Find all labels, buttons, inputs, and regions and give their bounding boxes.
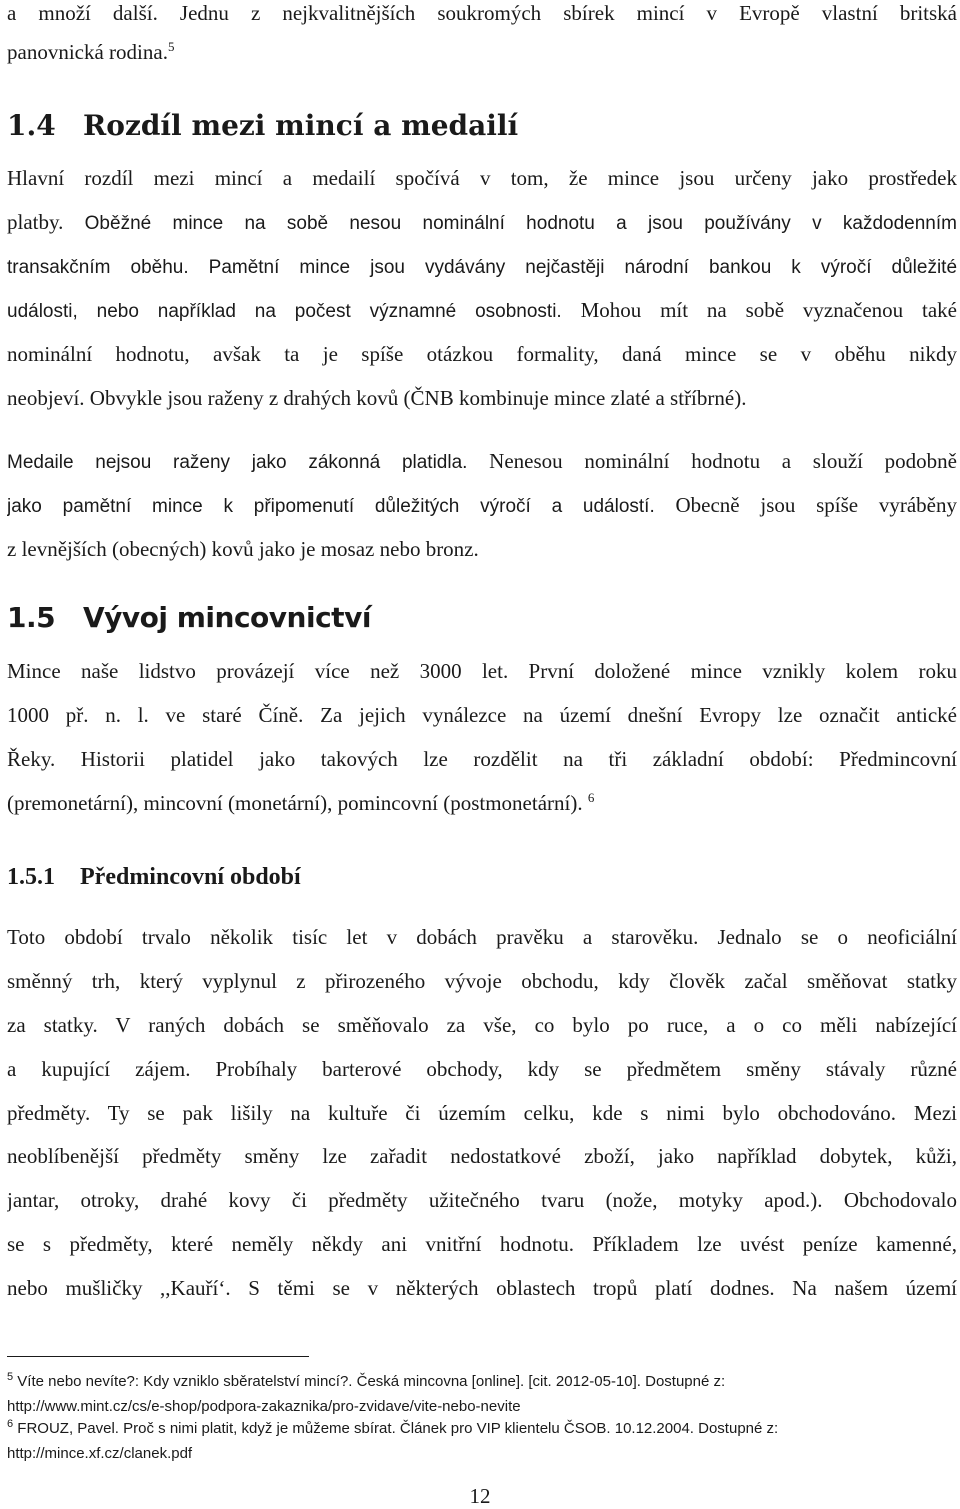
paragraph-line (7, 39, 957, 65)
footnote-text: FROUZ, Pavel. Proč s nimi platit, když je můžeme sbírat. Článek pro VIP klientelu ČSOB. 10.12.2004. Dostupné z: (17, 1420, 779, 1437)
text-sans: transakčním oběhu. (7, 257, 209, 278)
text: Toto období trvalo několik tisíc let v dobách pravěku a starověku. Jednalo se o neoficiální (7, 925, 957, 949)
text-sans: Medaile nejsou raženy jako zákonná platidla. (7, 452, 490, 473)
paragraph-line (7, 297, 957, 325)
paragraph-line (7, 1056, 957, 1082)
text-sans: události, nebo například na počest významné osobnosti. (7, 301, 581, 322)
text: Nenesou nominální hodnotu a slouží podobně (489, 449, 957, 473)
footnote-5 (7, 1372, 725, 1392)
text: panovnická rodina. (7, 40, 168, 64)
paragraph-line (7, 536, 957, 562)
footnote-text: Víte nebo nevíte?: Kdy vzniklo sběratelství mincí?. Česká mincovna [online]. [cit. 2012-05-10]. Dostupné z: (17, 1373, 726, 1390)
paragraph-line (7, 924, 957, 950)
section-heading-1-5 (7, 600, 371, 636)
paragraph-line (7, 1100, 957, 1126)
paragraph-line (7, 165, 957, 191)
text-sans: Pamětní mince jsou vydávány nejčastěji národní bankou k výročí důležité (208, 257, 957, 278)
text: platby. (7, 210, 85, 234)
footnote-url[interactable]: http://www.mint.cz/cs/e-shop/podpora-zakaznika/pro-zvidave/vite-nebo-nevite (7, 1398, 521, 1415)
paragraph-line (7, 746, 957, 772)
paragraph-line (7, 1231, 957, 1257)
text: jantar, otroky, drahé kovy či předměty užitečného tvaru (nože, motyky apod.). Obchodovalo (7, 1188, 957, 1212)
text: (premonetární), mincovní (monetární), pomincovní (postmonetární). (7, 791, 583, 815)
page-number: 12 (469, 1484, 491, 1508)
text: neoblíbenější předměty směny lze zařadit nedostatkové zboží, jako například dobytek, kůži, (7, 1144, 957, 1168)
text: Řeky. Historii platidel jako takových lze rozdělit na tři základní období: Předmincovní (7, 747, 957, 771)
paragraph-line (7, 341, 957, 367)
text: z levnějších (obecných) kovů jako je mosaz nebo bronz. (7, 537, 479, 561)
section-number: 1.5.1 (7, 864, 55, 890)
section-heading-1-4 (7, 108, 518, 144)
footnote-separator (7, 1356, 309, 1357)
text: a množí další. Jednu z nejkvalitnějších soukromých sbírek mincí v Evropě vlastní britská (7, 1, 957, 25)
text-sans: Oběžné mince na sobě nesou nominální hodnotu a jsou používány v každodenním (84, 213, 957, 234)
text: nebo mušličky ,,Kauří‘. S těmi se v některých oblastech tropů platí dodnes. Na našem území (7, 1276, 957, 1300)
paragraph-line (7, 790, 957, 816)
footnote-ref[interactable]: 6 (587, 790, 595, 805)
paragraph-line (7, 385, 957, 411)
text: nominální hodnotu, avšak ta je spíše otázkou formality, daná mince se v oběhu nikdy (7, 342, 957, 366)
text: Hlavní rozdíl mezi mincí a medailí spočívá v tom, že mince jsou určeny jako prostředek (7, 166, 957, 190)
paragraph-line (7, 253, 957, 281)
footnote-5-link[interactable] (7, 1397, 521, 1417)
section-title: Vývoj mincovnictví (83, 601, 371, 634)
text: Mohou mít na sobě vyznačenou také (580, 298, 957, 322)
footnote-6-link[interactable] (7, 1444, 192, 1464)
paragraph-line (7, 702, 957, 728)
text: a kupující zájem. Probíhaly barterové obchody, kdy se předmětem směny stávaly různé (7, 1057, 957, 1081)
paragraph-line (7, 209, 957, 237)
footnote-mark: 5 (7, 1371, 14, 1383)
text: se s předměty, které neměly někdy ani vnitřní hodnotu. Příkladem lze uvést peníze kamenné, (7, 1232, 957, 1256)
paragraph-line (7, 1012, 957, 1038)
section-title: Rozdíl mezi mincí a medailí (83, 109, 519, 142)
footnote-url[interactable]: http://mince.xf.cz/clanek.pdf (7, 1445, 193, 1462)
text: předměty. Ty se pak lišily na kultuře či územím celku, kde s nimi bylo obchodováno. Mezi (7, 1101, 957, 1125)
text: směnný trh, který vyplynul z přirozeného vývoje obchodu, kdy člověk začal směňovat statky (7, 969, 957, 993)
text: 1000 př. n. l. ve staré Číně. Za jejich vynálezce na území dnešní Evropy lze označit antické (7, 703, 957, 727)
footnote-mark: 6 (7, 1418, 14, 1430)
paragraph-line (7, 1275, 957, 1301)
text-sans: jako pamětní mince k připomenutí důležitých výročí a událostí. (7, 496, 676, 517)
text: Mince naše lidstvo provázejí více než 3000 let. První doložené mince vznikly kolem roku (7, 659, 957, 683)
section-number: 1.4 (7, 109, 56, 142)
text: za statky. V raných dobách se směňovalo za vše, co bylo po ruce, a o co měli nabízející (7, 1013, 957, 1037)
section-heading-1-5-1 (7, 862, 301, 892)
text: neobjeví. Obvykle jsou raženy z drahých kovů (ČNB kombinuje mince zlaté a stříbrné). (7, 386, 747, 410)
footnote-6 (7, 1419, 778, 1439)
paragraph-line (7, 448, 957, 476)
footnote-ref[interactable]: 5 (167, 39, 175, 54)
text: Obecně jsou spíše vyráběny (675, 493, 957, 517)
paragraph-line (7, 492, 957, 520)
section-title: Předmincovní období (80, 864, 301, 890)
paragraph-line (7, 1187, 957, 1213)
section-number: 1.5 (7, 601, 56, 634)
paragraph-line (7, 1143, 957, 1169)
paragraph-line (7, 0, 957, 26)
paragraph-line (7, 968, 957, 994)
paragraph-line (7, 658, 957, 684)
